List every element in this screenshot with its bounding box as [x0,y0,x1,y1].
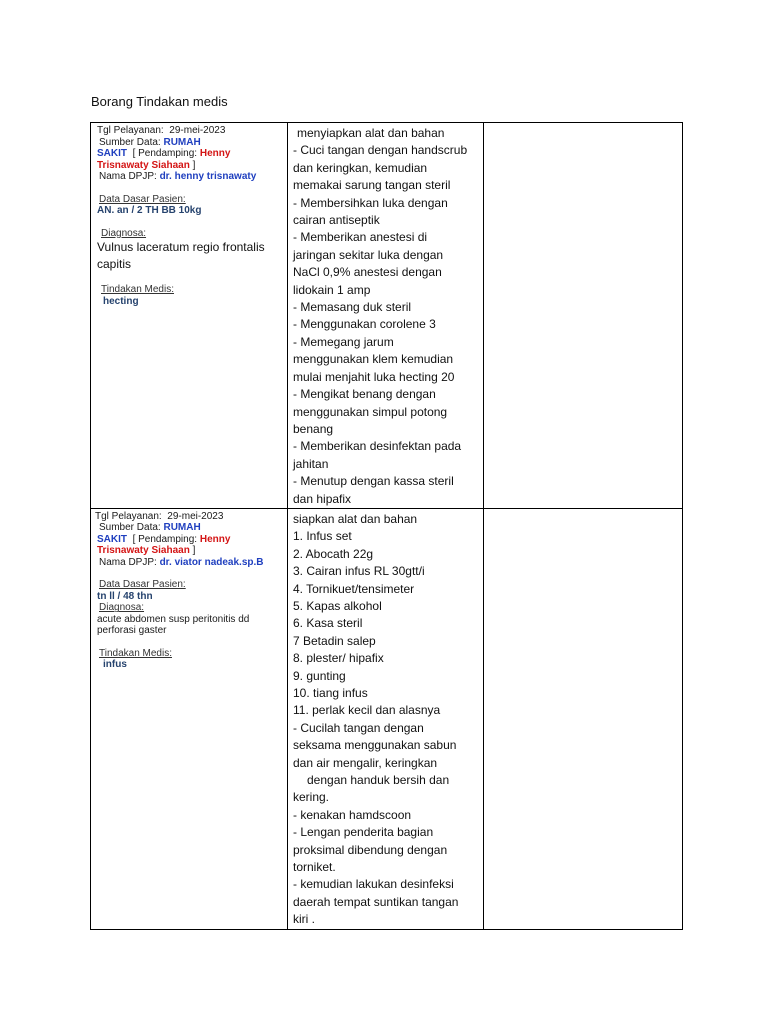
step-line: 5. Kapas alkohol [293,598,382,613]
step-line: dan hipafix [293,491,352,506]
tgl-label: Tgl Pelayanan: [95,510,162,522]
pendamping-cont [97,160,283,172]
pendamping [95,534,283,546]
pasien-value: AN. an / 2 TH BB 10kg [97,205,202,216]
step-line: - Memasang duk steril [293,300,412,315]
step-line: 4. Tornikuet/tensimeter [293,581,415,596]
step-line: seksama menggunakan sabun [293,738,457,753]
step-line: torniket. [293,860,336,875]
diagnosa-line: acute abdomen susp peritonitis dd [97,613,250,625]
tindakan-value: hecting [103,295,139,307]
notes-cell [484,508,683,929]
dpjp-label: Nama DPJP: [99,556,157,568]
tgl-pelayanan [95,511,283,523]
sumber-value-cont: SAKIT [97,533,127,545]
step-line: menyiapkan alat dan bahan [297,126,445,140]
pendamping-name-cont: Trisnawaty Siahaan [97,545,190,557]
step-line: 11. perlak kecil dan alasnya [293,703,441,718]
step-line: memakai sarung tangan steril [293,178,451,193]
notes-cell [484,123,683,509]
step-line: daerah tempat suntikan tangan [293,894,459,909]
pendamping-label: [ Pendamping: [132,148,198,159]
pasien-label: Data Dasar Pasien: [99,579,186,591]
table-row [91,123,683,509]
step-line: lidokain 1 amp [293,282,371,297]
step-line: siapkan alat dan bahan [293,511,418,526]
dpjp-value: dr. viator nadeak.sp.B [159,556,264,568]
step-line: proksimal dibendung dengan [293,842,448,857]
step-line: 10. tiang infus [293,686,368,700]
sumber-label: Sumber Data: [99,136,161,148]
step-line: 6. Kasa steril [293,616,363,631]
sumber-data [95,522,283,534]
sumber-label: Sumber Data: [99,522,161,534]
tindakan-value: infus [103,659,127,671]
pasien-value: tn ll / 48 thn [97,590,153,602]
record-info-cell [91,123,288,509]
pendamping [97,148,283,160]
step-line: - Membersihkan luka dengan [293,195,448,210]
diagnosa-line: capitis [97,257,132,271]
sumber-value: RUMAH [163,522,201,534]
pendamping-cont [95,545,283,557]
diagnosa-label: Diagnosa: [101,227,147,239]
step-line: 2. Abocath 22g [293,546,374,561]
pendamping-label: [ Pendamping: [132,533,198,545]
step-line: dan air mengalir, keringkan [293,755,438,770]
procedure-steps-cell [288,123,484,509]
diagnosa-label: Diagnosa: [99,602,145,614]
step-line: - Memegang jarum [293,334,394,349]
step-line: - Memberikan desinfektan pada [293,439,462,454]
diagnosa-line: Vulnus laceratum regio frontalis [97,240,265,254]
pasien-label: Data Dasar Pasien: [99,193,186,205]
step-line: - Mengikat benang dengan [293,387,436,402]
step-line: 7 Betadin salep [293,633,376,648]
step-line: benang [293,421,334,436]
step-line: - Lengan penderita bagian [293,825,434,840]
pendamping-close: ] [192,545,196,557]
step-line: - Cuci tangan dengan handscrub [293,143,468,158]
pendamping-name-cont: Trisnawaty Siahaan [97,159,190,171]
nama-dpjp [95,557,283,569]
step-line: cairan antiseptik [293,213,380,228]
step-line: 8. plester/ hipafix [293,651,384,666]
diagnosa-line: perforasi gaster [97,625,167,637]
step-line: kiri . [293,912,315,927]
step-line: jaringan sekitar luka dengan [293,247,444,262]
step-line: - Cucilah tangan dengan [293,720,424,735]
table-row [91,508,683,929]
dpjp-value: dr. henny trisnawaty [159,171,257,182]
step-line: 9. gunting [293,668,346,683]
step-line: - kenakan hamdscoon [293,807,412,822]
step-line: dan keringkan, kemudian [293,160,428,175]
pendamping-name: Henny [199,148,231,159]
step-line: menggunakan klem kemudian [293,352,454,367]
dpjp-label: Nama DPJP: [99,171,157,182]
page-title: Borang Tindakan medis [91,94,228,109]
step-line: NaCl 0,9% anestesi dengan [293,265,442,280]
nama-dpjp [97,171,283,183]
step-line: kering. [293,790,330,805]
procedure-steps-cell [288,508,484,929]
step-line: dengan handuk bersih dan [307,773,450,788]
step-line: 3. Cairan infus RL 30gtt/i [293,564,425,579]
step-line: mulai menjahit luka hecting 20 [293,369,455,384]
tgl-value: 29-mei-2023 [167,510,224,522]
sumber-data [97,137,283,149]
pendamping-close: ] [192,159,196,171]
tgl-label: Tgl Pelayanan: [97,125,164,136]
tindakan-label: Tindakan Medis: [101,284,174,295]
record-info-cell [91,508,288,929]
tgl-value: 29-mei-2023 [169,125,226,136]
pendamping-name: Henny [199,533,231,545]
step-line: - Menggunakan corolene 3 [293,317,436,332]
sumber-value-cont: SAKIT [97,148,127,159]
step-line: 1. Infus set [293,529,352,544]
step-line: menggunakan simpul potong [293,404,448,419]
tindakan-label: Tindakan Medis: [99,647,172,659]
step-line: - Menutup dengan kassa steril [293,474,454,489]
tgl-pelayanan [97,125,283,137]
tindakan-table [90,122,683,930]
step-line: jahitan [293,456,329,471]
step-line: - Memberikan anestesi di [293,230,428,245]
sumber-value: RUMAH [163,136,201,148]
step-line: - kemudian lakukan desinfeksi [293,877,454,892]
